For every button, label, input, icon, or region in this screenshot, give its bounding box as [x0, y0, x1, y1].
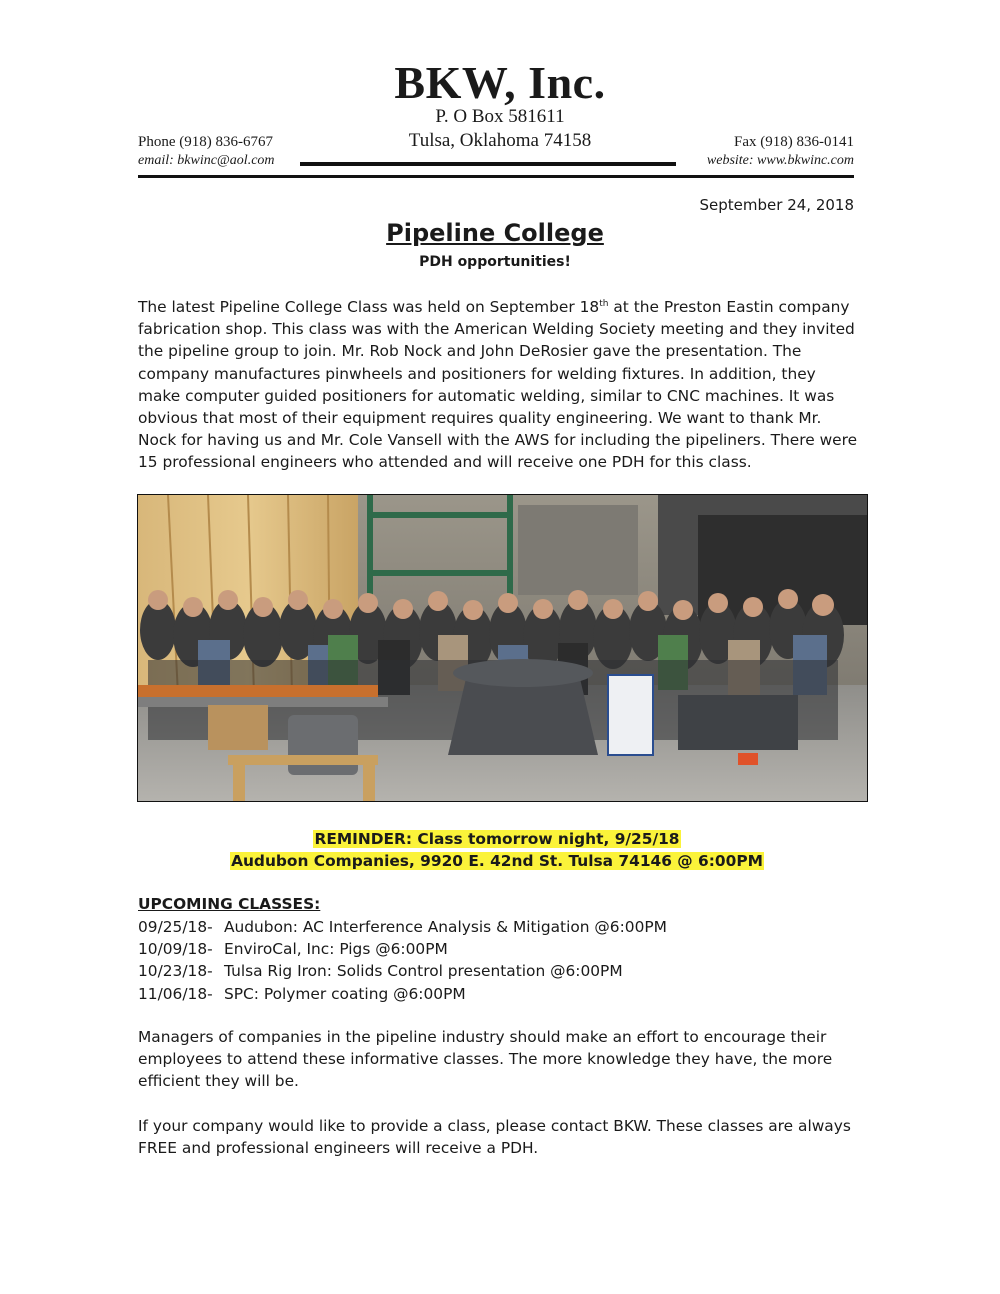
page-title: Pipeline College: [386, 219, 604, 247]
contact-paragraph: If your company would like to provide a class, please contact BKW. These classes are always FREE and professional engineers will receive a PDH.: [138, 1117, 851, 1158]
class-description: Tulsa Rig Iron: Solids Control presentation @6:00PM: [224, 962, 623, 981]
page-subtitle: PDH opportunities!: [419, 254, 571, 270]
po-box: P. O Box 581611: [435, 106, 565, 127]
reminder-line-1: REMINDER: Class tomorrow night, 9/25/18: [314, 830, 680, 848]
letterhead-rule-upper: [300, 162, 676, 166]
managers-paragraph: Managers of companies in the pipeline industry should make an effort to encourage their employees to attend these informative classes. The more knowledge they have, the more efficient they will be.: [138, 1028, 833, 1091]
class-description: EnviroCal, Inc: Pigs @6:00PM: [224, 940, 448, 959]
intro-text-rest: at the Preston Eastin company fabrication shop. This class was with the American Welding Society meeting and they invited the pipeline group to join. Mr. Rob Nock and John DeRosier gave the presentation. The company manufactures pinwheels and positioners for welding fixtures. In addition, they make computer guided positioners for automatic welding, similar to CNC machines. It was obvious that most of their equipment requires quality engineering. We want to thank Mr. Nock for having us and Mr. Cole Vansell with the AWS for including the pipeliners. There were 15 professional engineers who attended and will receive one PDH for this class.: [138, 298, 858, 472]
upcoming-classes-list: [138, 916, 667, 1005]
company-name: BKW, Inc.: [394, 57, 606, 108]
class-description: SPC: Polymer coating @6:00PM: [224, 984, 466, 1003]
class-date: 11/06/18-: [138, 984, 213, 1003]
class-item: [138, 916, 667, 938]
intro-paragraph: [138, 296, 858, 474]
class-item: [138, 983, 667, 1005]
ordinal-suffix: th: [599, 298, 609, 309]
class-item: [138, 960, 667, 982]
email-address: email: bkwinc@aol.com: [138, 153, 275, 168]
intro-text-start: The latest Pipeline College Class was held on September 18: [138, 298, 600, 316]
letterhead-rule-lower: [138, 175, 854, 178]
city-state-zip: Tulsa, Oklahoma 74158: [408, 130, 592, 151]
fax-number: Fax (918) 836-0141: [734, 134, 854, 150]
reminder-line-2: Audubon Companies, 9920 E. 42nd St. Tulsa 74146 @ 6:00PM: [231, 852, 763, 870]
reminder-block: [0, 828, 994, 872]
website-address: website: www.bkwinc.com: [706, 153, 854, 168]
class-date: 10/09/18-: [138, 940, 213, 959]
class-date: 09/25/18-: [138, 918, 213, 936]
group-photo: [137, 494, 868, 802]
class-item: [138, 938, 667, 960]
upcoming-classes-heading: UPCOMING CLASSES:: [138, 895, 321, 913]
letter-date: September 24, 2018: [699, 196, 854, 214]
phone-number: Phone (918) 836-6767: [138, 134, 273, 150]
class-date: 10/23/18-: [138, 962, 213, 981]
group-photo-illustration: [138, 495, 868, 802]
class-description: Audubon: AC Interference Analysis & Mitigation @6:00PM: [224, 918, 667, 936]
